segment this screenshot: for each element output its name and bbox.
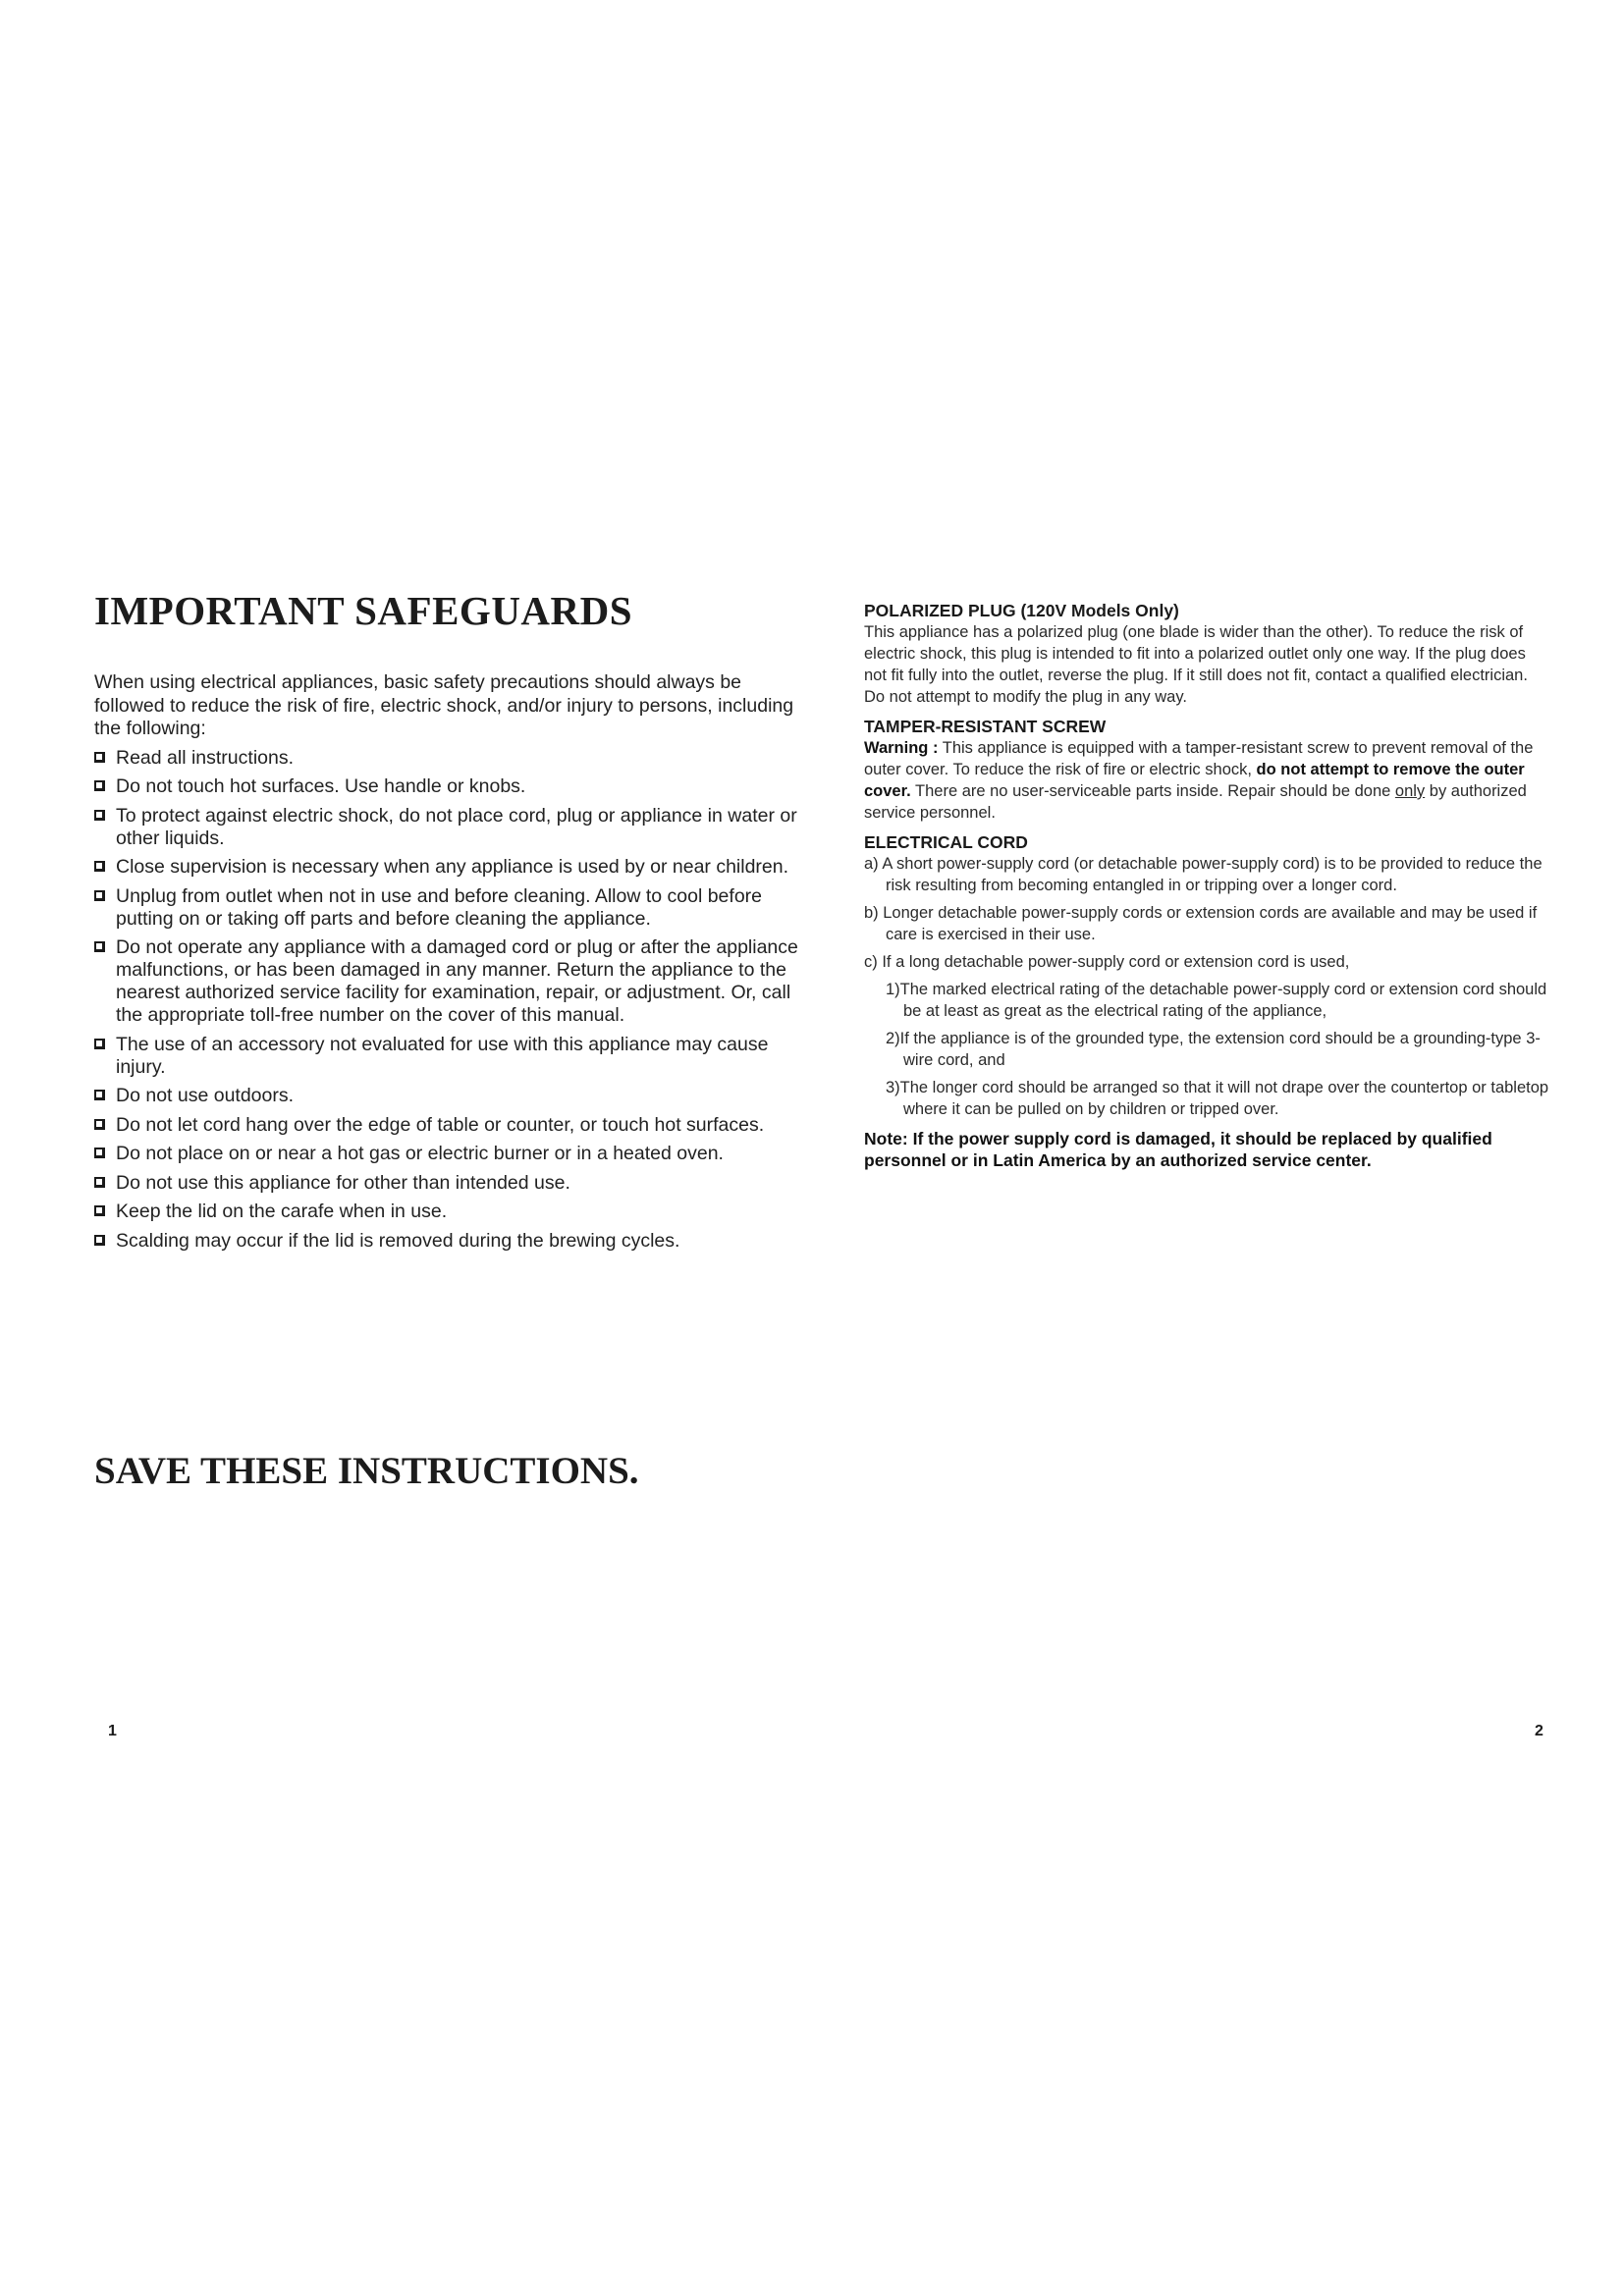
list-item: Do not use outdoors. — [94, 1085, 801, 1107]
checkbox-bullet-icon — [94, 810, 105, 821]
list-item: Read all instructions. — [94, 747, 801, 770]
electrical-cord-list — [864, 853, 1551, 1120]
list-item: Do not place on or near a hot gas or electric burner or in a heated oven. — [94, 1143, 801, 1165]
list-item: 1)The marked electrical rating of the detachable power-supply cord or extension cord should be at least as great as the electrical rating of the appliance, — [886, 981, 1547, 1020]
important-safeguards-title: IMPORTANT SAFEGUARDS — [94, 588, 633, 633]
list-item: The use of an accessory not evaluated for use with this appliance may cause injury. — [94, 1034, 801, 1079]
warning-label: Warning : — [864, 739, 939, 757]
checkbox-bullet-icon — [94, 1039, 105, 1049]
list-item: 3)The longer cord should be arranged so that it will not drape over the countertop or tabletop where it can be pulled on by children or tripped over. — [886, 1079, 1549, 1118]
list-item: Keep the lid on the carafe when in use. — [94, 1201, 801, 1223]
list-item: c) If a long detachable power-supply cord or extension cord is used, — [864, 953, 1350, 971]
underlined-only: only — [1394, 782, 1426, 800]
right-column — [864, 601, 1551, 1171]
list-item: Do not touch hot surfaces. Use handle or knobs. — [94, 775, 801, 798]
list-item: Scalding may occur if the lid is removed during the brewing cycles. — [94, 1230, 801, 1253]
checkbox-bullet-icon — [94, 1235, 105, 1246]
checkbox-bullet-icon — [94, 752, 105, 763]
list-item: Unplug from outlet when not in use and before cleaning. Allow to cool before putting on or taking off parts and before cleaning the appliance. — [94, 885, 801, 931]
checkbox-bullet-icon — [94, 1119, 105, 1130]
checkbox-bullet-icon — [94, 861, 105, 872]
checkbox-bullet-icon — [94, 780, 105, 791]
checkbox-bullet-icon — [94, 890, 105, 901]
checkbox-bullet-icon — [94, 1177, 105, 1188]
checkbox-bullet-icon — [94, 1148, 105, 1158]
checkbox-bullet-icon — [94, 941, 105, 952]
list-item: Do not let cord hang over the edge of table or counter, or touch hot surfaces. — [94, 1114, 801, 1137]
list-item: b) Longer detachable power-supply cords or extension cords are available and may be used if care is exercised in their use. — [864, 904, 1538, 943]
list-item: Close supervision is necessary when any appliance is used by or near children. — [94, 856, 801, 879]
page-number-right: 2 — [1535, 1723, 1543, 1739]
electrical-cord-sublist — [886, 979, 1551, 1120]
power-cord-note: Note: If the power supply cord is damaged, it should be replaced by qualified personnel or in Latin America by an authorized service center. — [864, 1129, 1492, 1170]
checkbox-bullet-icon — [94, 1090, 105, 1100]
tamper-screw-text: Warning : This appliance is equipped with a tamper-resistant screw to prevent removal of the outer cover. To reduce the risk of fire or electric shock, do not attempt to remove the outer cover. There are no user-serviceable parts inside. Repair should be done only by authorized service personnel. — [864, 739, 1534, 822]
save-instructions-title: SAVE THESE INSTRUCTIONS. — [94, 1450, 639, 1492]
list-item: a) A short power-supply cord (or detachable power-supply cord) is to be provided to reduce the risk resulting from becoming entangled in or tripping over a longer cord. — [864, 855, 1543, 894]
left-column — [94, 589, 801, 1258]
list-item: Do not operate any appliance with a damaged cord or plug or after the appliance malfunctions, or has been damaged in any manner. Return the appliance to the nearest authorized service facility for examination, repair, or adjustment. Or, call the appropriate toll-free number on the cover of this manual. — [94, 936, 801, 1027]
safeguards-list — [94, 747, 801, 1253]
list-item: To protect against electric shock, do not place cord, plug or appliance in water or other liquids. — [94, 805, 801, 850]
warning-emphasis: do not attempt to remove the outer cover. — [864, 761, 1525, 800]
list-item: 2)If the appliance is of the grounded type, the extension cord should be a grounding-type 3-wire cord, and — [886, 1030, 1541, 1069]
polarized-plug-text: This appliance has a polarized plug (one blade is wider than the other). To reduce the risk of electric shock, this plug is intended to fit into a polarized outlet only one way. If the plug does not fit fully into the outlet, reverse the plug. If it still does not fit, contact a qualified electrician. Do not attempt to modify the plug in any way. — [864, 623, 1528, 706]
list-item: Do not use this appliance for other than intended use. — [94, 1172, 801, 1195]
polarized-plug-heading: POLARIZED PLUG (120V Models Only) — [864, 601, 1179, 620]
safeguards-intro: When using electrical appliances, basic safety precautions should always be followed to reduce the risk of fire, electric shock, and/or injury to persons, including the following: — [94, 671, 794, 740]
page-number-left: 1 — [108, 1723, 117, 1739]
electrical-cord-heading: ELECTRICAL CORD — [864, 832, 1028, 852]
tamper-screw-heading: TAMPER-RESISTANT SCREW — [864, 717, 1107, 736]
checkbox-bullet-icon — [94, 1205, 105, 1216]
